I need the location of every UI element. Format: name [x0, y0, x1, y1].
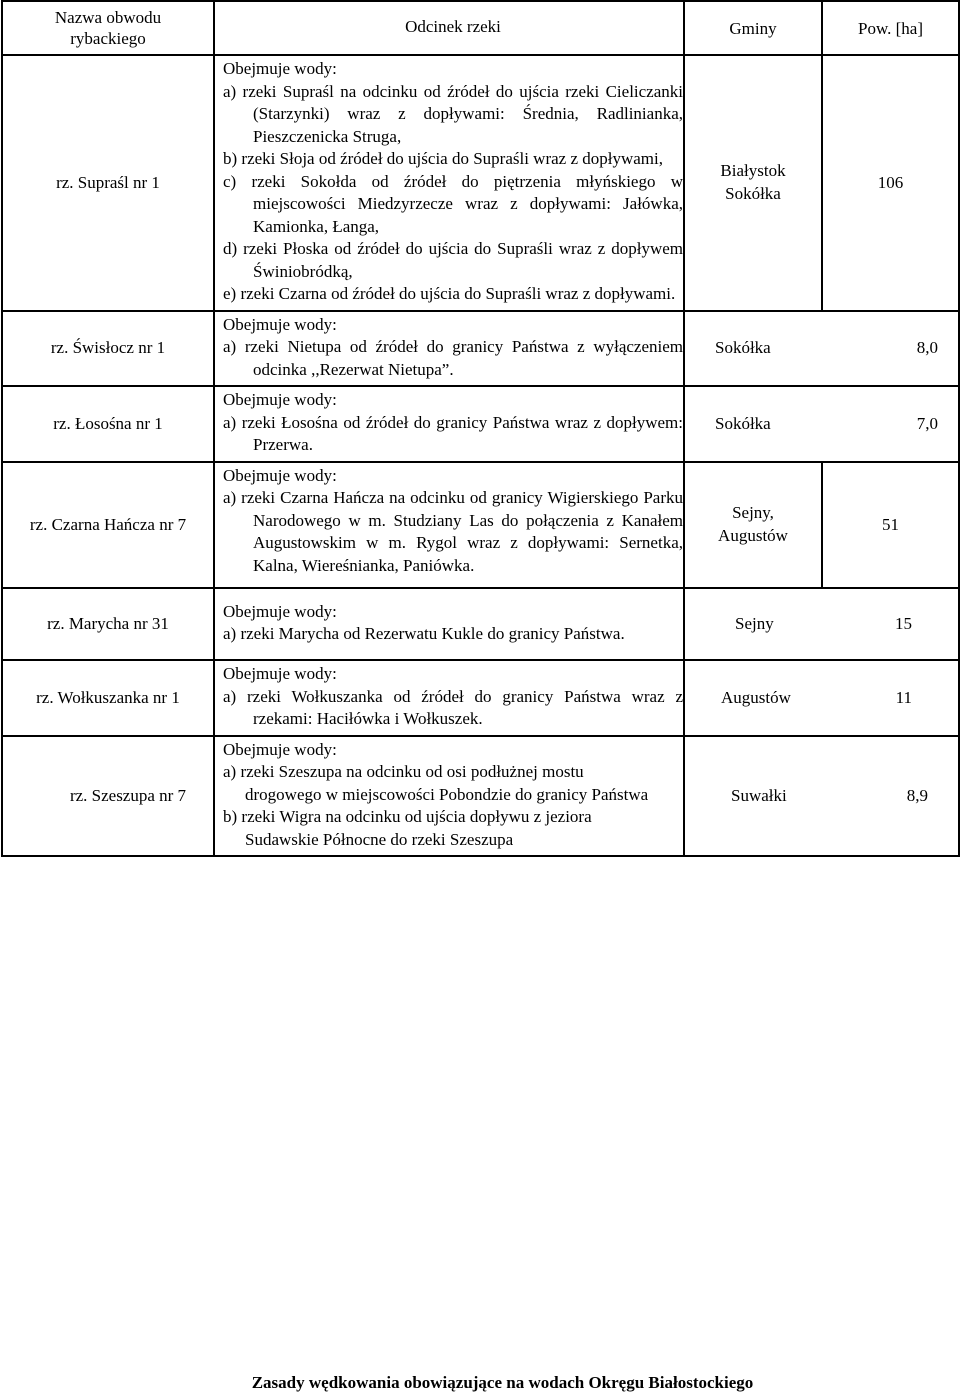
section-item: d) rzeki Płoska od źródeł do ujścia do Supraśli wraz z dopływem Świniobródką, — [223, 239, 683, 281]
section-intro: Obejmuje wody: — [223, 390, 337, 409]
section-item: b) rzeki Wigra na odcinku od ujścia dopływu z jeziora Sudawskie Północne do rzeki Szeszupa — [223, 807, 592, 849]
table-row — [2, 736, 959, 857]
section-item: a) rzeki Łosośna od źródeł do granicy Państwa wraz z dopływem: Przerwa. — [223, 412, 683, 454]
district-name: rz. Łosośna nr 1 — [2, 386, 214, 462]
area-cell: 106 — [822, 55, 959, 311]
section-item: a) rzeki Wołkuszanka od źródeł do granicy Państwa wraz z rzekami: Haciłówka i Wołkuszek. — [223, 686, 683, 728]
header-pow: Pow. [ha] — [822, 1, 959, 55]
table-row — [2, 386, 959, 462]
header-section: Odcinek rzeki — [214, 1, 684, 55]
gminy-area-cell — [684, 660, 959, 736]
gminy-area-cell — [684, 386, 959, 462]
section-intro: Obejmuje wody: — [223, 601, 337, 621]
district-name: rz. Marycha nr 31 — [2, 588, 214, 660]
gminy-area-cell — [684, 311, 959, 387]
section-item: a) rzeki Supraśl na odcinku od źródeł do ujścia rzeki Cieliczanki (Starzynki) wraz z dopływami: Średnia, Radlinianka, Pieszczenicka Struga, — [223, 81, 683, 146]
gminy-cell: Białystok Sokółka — [684, 55, 822, 311]
gminy-value: Sejny — [735, 613, 774, 633]
gminy-value: Suwałki — [731, 785, 787, 805]
header-name: Nazwa obwodu rybackiego — [2, 1, 214, 55]
gminy-area-cell — [684, 736, 959, 857]
page-footer-title: Zasady wędkowania obowiązujące na wodach Okręgu Białostockiego — [251, 1373, 754, 1392]
gminy-value: Sokółka — [715, 413, 771, 433]
table-row — [2, 588, 959, 660]
area-value: 11 — [895, 687, 912, 707]
section-intro: Obejmuje wody: — [223, 59, 337, 78]
section-description — [214, 736, 684, 857]
gminy-value: Augustów — [721, 687, 791, 707]
district-name: rz. Szeszupa nr 7 — [2, 736, 214, 857]
section-item: e) rzeki Czarna od źródeł do ujścia do Supraśli wraz z dopływami. — [223, 284, 676, 303]
gminy-value: Sokółka — [715, 338, 771, 357]
fishing-districts-table — [1, 0, 960, 857]
area-value: 15 — [895, 613, 912, 633]
section-description — [214, 588, 684, 660]
table-row — [2, 462, 959, 589]
section-intro: Obejmuje wody: — [223, 664, 337, 683]
district-name: rz. Wołkuszanka nr 1 — [2, 660, 214, 736]
section-intro: Obejmuje wody: — [223, 739, 337, 759]
section-description — [214, 462, 684, 589]
area-value: 7,0 — [916, 413, 938, 433]
area-cell: 51 — [822, 462, 959, 589]
gminy-cell: Sejny, Augustów — [684, 462, 822, 589]
section-item: b) rzeki Słoja od źródeł do ujścia do Supraśli wraz z dopływami, — [223, 149, 663, 168]
gminy-area-cell — [684, 588, 959, 660]
district-name: rz. Supraśl nr 1 — [2, 55, 214, 311]
header-gminy: Gminy — [684, 1, 822, 55]
section-item: a) rzeki Nietupa od źródeł do granicy Państwa z wyłączeniem odcinka ,,Rezerwat Nietupa”. — [223, 337, 683, 379]
section-description — [214, 386, 684, 462]
district-name: rz. Czarna Hańcza nr 7 — [2, 462, 214, 589]
section-item: c) rzeki Sokołda od źródeł do piętrzenia młyńskiego w miejscowości Miedzyrzecze wraz z dopływami: Jałówka, Kamionka, Łanga, — [223, 171, 683, 236]
table-row — [2, 311, 959, 387]
section-description — [214, 311, 684, 387]
table-row — [2, 660, 959, 736]
area-value: 8,0 — [916, 338, 938, 357]
section-item: a) rzeki Marycha od Rezerwatu Kukle do granicy Państwa. — [223, 624, 625, 643]
section-intro: Obejmuje wody: — [223, 314, 337, 334]
section-intro: Obejmuje wody: — [223, 465, 337, 485]
table-row — [2, 55, 959, 311]
area-value: 8,9 — [906, 785, 928, 805]
district-name: rz. Świsłocz nr 1 — [2, 311, 214, 387]
section-description — [214, 55, 684, 311]
table-header-row — [2, 1, 959, 55]
section-description — [214, 660, 684, 736]
section-item: a) rzeki Czarna Hańcza na odcinku od granicy Wigierskiego Parku Narodowego w m. Studziany Las do połączenia z Kanałem Augustowskim w m. Rygol wraz z dopływami: Sernetka, Kalna, Wiereśnianka, Paniówka. — [223, 488, 683, 575]
section-item: a) rzeki Szeszupa na odcinku od osi podłużnej mostu drogowego w miejscowości Pobondzie do granicy Państwa — [223, 762, 649, 804]
